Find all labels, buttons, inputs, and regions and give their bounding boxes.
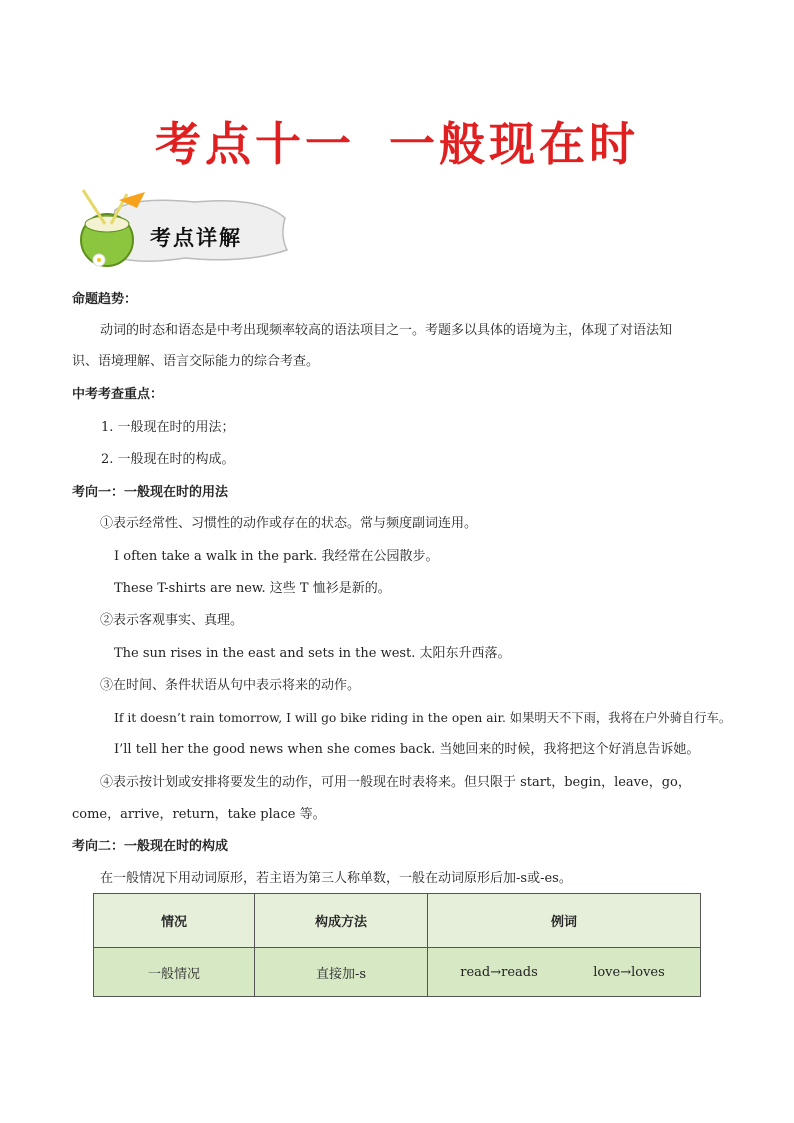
header-examples: 例词	[428, 894, 701, 948]
formation-heading: 考向二：一般现在时的构成	[72, 839, 229, 854]
usage-example-4: If it doesn’t rain tomorrow, I will go bike riding in the open air. 如果明天不下雨，我将在户外骑自行车。	[114, 711, 732, 725]
title-topic: 考点十一	[155, 117, 355, 171]
trend-paragraph-line1: 动词的时态和语态是中考出现频率较高的语法项目之一。考题多以具体的语境为主，体现了对语法知	[100, 323, 673, 338]
usage-point-3: ③在时间、条件状语从句中表示将来的动作。	[100, 678, 361, 693]
table-row	[94, 948, 701, 997]
trend-paragraph-line2: 识、语境理解、语言交际能力的综合考查。	[72, 354, 320, 369]
usage-example-5: I’ll tell her the good news when she comes back. 当她回来的时候，我将把这个好消息告诉她。	[114, 742, 700, 757]
usage-example-2: These T-shirts are new. 这些 T 恤衫是新的。	[114, 581, 391, 596]
example-word-1: read→reads	[460, 964, 538, 980]
example-word-2: love→loves	[593, 964, 665, 980]
header-method: 构成方法	[255, 894, 428, 948]
header-case: 情况	[94, 894, 255, 948]
usage-point-1: ①表示经常性、习惯性的动作或存在的状态。常与频度副词连用。	[100, 516, 478, 531]
cell-case: 一般情况	[94, 948, 255, 997]
cell-method: 直接加-s	[255, 948, 428, 997]
table-header-row	[94, 894, 701, 948]
formation-intro: 在一般情况下用动词原形，若主语为第三人称单数，一般在动词原形后加-s或-es。	[100, 871, 572, 886]
cell-examples	[428, 948, 701, 997]
focus-item-1: 1. 一般现在时的用法；	[101, 420, 235, 435]
focus-item-2: 2. 一般现在时的构成。	[101, 452, 235, 467]
formation-table	[93, 893, 701, 997]
focus-heading: 中考考查重点：	[72, 387, 164, 402]
usage-point-4-line1: ④表示按计划或安排将要发生的动作，可用一般现在时表将来。但只限于 start，begin，leave，go，	[100, 775, 691, 790]
usage-example-1: I often take a walk in the park. 我经常在公园散步。	[114, 549, 439, 564]
page-title	[0, 108, 794, 174]
usage-example-3: The sun rises in the east and sets in the west. 太阳东升西落。	[114, 646, 511, 661]
section-banner-label: 考点详解	[150, 225, 242, 250]
trend-heading: 命题趋势：	[72, 292, 138, 307]
usage-heading: 考向一：一般现在时的用法	[72, 485, 229, 500]
usage-point-2: ②表示客观事实、真理。	[100, 613, 244, 628]
title-subject: 一般现在时	[389, 117, 639, 171]
usage-point-4-line2: come，arrive，return，take place 等。	[72, 807, 326, 822]
